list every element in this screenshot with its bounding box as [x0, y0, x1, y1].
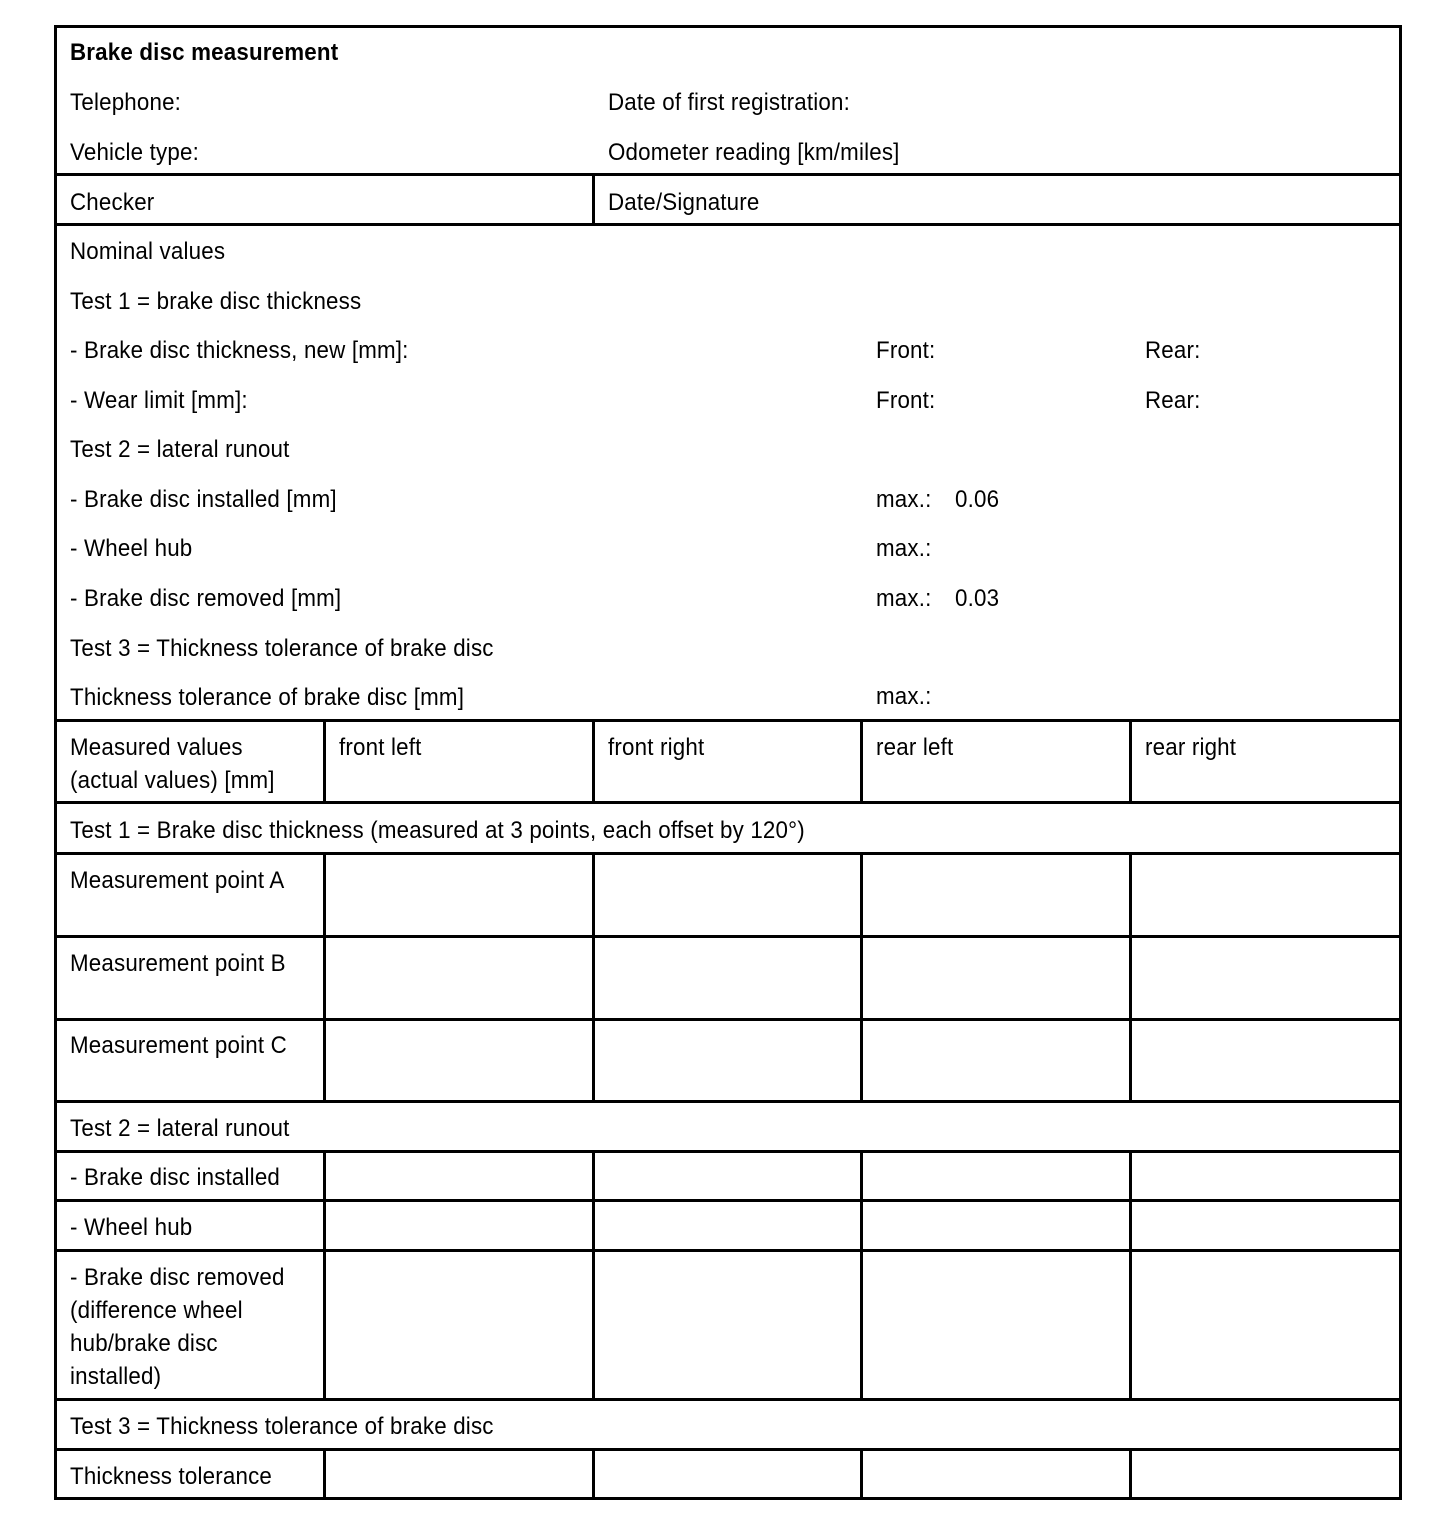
border-top: [54, 25, 1402, 28]
input-installed-rear-right[interactable]: [1132, 1153, 1399, 1199]
divider: [54, 1398, 1402, 1401]
border-right: [1399, 25, 1402, 1500]
input-wheel-hub-rear-right[interactable]: [1132, 1202, 1399, 1249]
installed-max-label: max.:: [876, 486, 932, 513]
column-front-left: front left: [339, 734, 422, 761]
input-tolerance-front-left[interactable]: [326, 1451, 592, 1497]
divider: [1129, 719, 1132, 804]
row-label-thickness-tolerance: Thickness tolerance: [70, 1463, 273, 1490]
measured-test1-heading: Test 1 = Brake disc thickness (measured at 3 points, each offset by 120°): [70, 817, 805, 844]
divider: [860, 719, 863, 804]
input-point-b-front-left[interactable]: [326, 938, 592, 1018]
input-point-c-front-right[interactable]: [595, 1021, 860, 1100]
divider: [54, 1100, 1402, 1103]
input-point-b-rear-right[interactable]: [1132, 938, 1399, 1018]
row-label-wheel-hub: - Wheel hub: [70, 1214, 193, 1241]
input-wheel-hub-rear-left[interactable]: [863, 1202, 1129, 1249]
wheel-hub-label: - Wheel hub: [70, 535, 193, 562]
input-point-c-rear-left[interactable]: [863, 1021, 1129, 1100]
measured-values-header: Measured values (actual values) [mm]: [70, 734, 275, 794]
input-point-a-front-left[interactable]: [326, 855, 592, 935]
wear-limit-front-label: Front:: [876, 387, 936, 414]
input-removed-rear-left[interactable]: [863, 1252, 1129, 1398]
input-installed-front-right[interactable]: [595, 1153, 860, 1199]
row-label-point-a: Measurement point A: [70, 867, 285, 894]
divider: [54, 223, 1402, 226]
removed-max-value: 0.03: [955, 585, 1000, 612]
input-point-c-rear-right[interactable]: [1132, 1021, 1399, 1100]
measured-test2-heading: Test 2 = lateral runout: [70, 1115, 290, 1142]
input-tolerance-rear-left[interactable]: [863, 1451, 1129, 1497]
removed-label: - Brake disc removed [mm]: [70, 585, 342, 612]
thickness-new-label: - Brake disc thickness, new [mm]:: [70, 337, 409, 364]
wear-limit-label: - Wear limit [mm]:: [70, 387, 248, 414]
row-label-point-b: Measurement point B: [70, 950, 286, 977]
column-rear-left: rear left: [876, 734, 954, 761]
nominal-test3-heading: Test 3 = Thickness tolerance of brake disc: [70, 635, 494, 662]
nominal-test1-heading: Test 1 = brake disc thickness: [70, 288, 362, 315]
input-installed-front-left[interactable]: [326, 1153, 592, 1199]
thickness-new-rear-label: Rear:: [1145, 337, 1201, 364]
vehicle-type-label: Vehicle type:: [70, 139, 199, 166]
divider: [592, 719, 595, 804]
input-tolerance-rear-right[interactable]: [1132, 1451, 1399, 1497]
input-removed-rear-right[interactable]: [1132, 1252, 1399, 1398]
nominal-values-heading: Nominal values: [70, 238, 226, 265]
input-point-a-rear-right[interactable]: [1132, 855, 1399, 935]
input-wheel-hub-front-left[interactable]: [326, 1202, 592, 1249]
divider: [54, 801, 1402, 804]
input-tolerance-front-right[interactable]: [595, 1451, 860, 1497]
border-left: [54, 25, 57, 1500]
date-signature-label: Date/Signature: [608, 189, 760, 216]
tolerance-max-label: max.:: [876, 683, 932, 710]
divider: [323, 719, 326, 804]
input-removed-front-right[interactable]: [595, 1252, 860, 1398]
row-label-point-c: Measurement point C: [70, 1032, 287, 1059]
input-point-c-front-left[interactable]: [326, 1021, 592, 1100]
divider: [592, 173, 595, 226]
border-bottom: [54, 1497, 1402, 1500]
wheel-hub-max-label: max.:: [876, 535, 932, 562]
removed-max-label: max.:: [876, 585, 932, 612]
checker-label: Checker: [70, 189, 155, 216]
thickness-new-front-label: Front:: [876, 337, 936, 364]
form-title: Brake disc measurement: [70, 39, 339, 66]
installed-max-value: 0.06: [955, 486, 1000, 513]
wear-limit-rear-label: Rear:: [1145, 387, 1201, 414]
tolerance-label: Thickness tolerance of brake disc [mm]: [70, 684, 465, 711]
odometer-label: Odometer reading [km/miles]: [608, 139, 900, 166]
input-point-a-rear-left[interactable]: [863, 855, 1129, 935]
row-label-disc-installed: - Brake disc installed: [70, 1164, 281, 1191]
row-label-disc-removed: - Brake disc removed (difference wheel hub/brake disc installed): [70, 1264, 285, 1390]
measured-test3-heading: Test 3 = Thickness tolerance of brake disc: [70, 1413, 494, 1440]
input-point-a-front-right[interactable]: [595, 855, 860, 935]
divider: [54, 173, 1402, 176]
first-registration-label: Date of first registration:: [608, 89, 850, 116]
column-front-right: front right: [608, 734, 705, 761]
installed-label: - Brake disc installed [mm]: [70, 486, 337, 513]
telephone-label: Telephone:: [70, 89, 182, 116]
input-installed-rear-left[interactable]: [863, 1153, 1129, 1199]
column-rear-right: rear right: [1145, 734, 1237, 761]
input-wheel-hub-front-right[interactable]: [595, 1202, 860, 1249]
input-removed-front-left[interactable]: [326, 1252, 592, 1398]
divider: [54, 719, 1402, 722]
input-point-b-front-right[interactable]: [595, 938, 860, 1018]
nominal-test2-heading: Test 2 = lateral runout: [70, 436, 290, 463]
input-point-b-rear-left[interactable]: [863, 938, 1129, 1018]
